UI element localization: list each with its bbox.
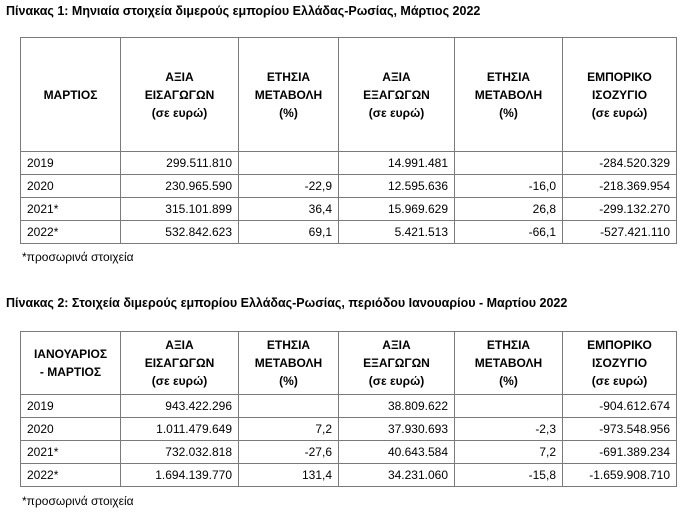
- cell-exports: 15.969.629: [339, 198, 455, 221]
- cell-year: 2021*: [21, 441, 121, 464]
- header-imports: [121, 38, 239, 152]
- cell-balance: -218.369.954: [563, 175, 677, 198]
- header-imports-change: [239, 332, 339, 395]
- header-line: (σε ευρώ): [151, 374, 208, 388]
- table1-header-row: [21, 38, 677, 152]
- table-row: [21, 221, 677, 244]
- cell-exports-change: -66,1: [455, 221, 563, 244]
- header-exports: [339, 38, 455, 152]
- cell-year: 2020: [21, 418, 121, 441]
- table-row: [21, 418, 677, 441]
- header-line: (σε ευρώ): [151, 105, 208, 120]
- header-exports-change: [455, 38, 563, 152]
- cell-balance: -299.132.270: [563, 198, 677, 221]
- header-line: ΕΙΣΑΓΩΓΩΝ: [144, 87, 215, 102]
- header-line: ΕΤΗΣΙΑ: [486, 338, 531, 352]
- table-row: [21, 464, 677, 487]
- cell-imports-change: -27,6: [239, 441, 339, 464]
- header-line: (%): [499, 374, 518, 388]
- header-line: ΕΞΑΓΩΓΩΝ: [363, 87, 430, 102]
- cell-imports: 1.694.139.770: [121, 464, 239, 487]
- header-line: (σε ευρώ): [368, 374, 425, 388]
- cell-imports: 230.965.590: [121, 175, 239, 198]
- header-line: ΙΑΝΟΥΑΡΙΟΣ: [33, 347, 108, 361]
- header-line: ΙΣΟΖΥΓΙΟ: [591, 356, 648, 370]
- cell-imports-change: 36,4: [239, 198, 339, 221]
- table-row: [21, 441, 677, 464]
- cell-exports-change: [455, 395, 563, 418]
- header-exports: [339, 332, 455, 395]
- header-period: [21, 38, 121, 152]
- cell-exports-change: 26,8: [455, 198, 563, 221]
- table2: [20, 331, 677, 487]
- header-line: ΑΞΙΑ: [382, 338, 411, 352]
- header-line: ΜΕΤΑΒΟΛΗ: [474, 87, 543, 102]
- table2-caption: Πίνακας 2: Στοιχεία διμερούς εμπορίου Ελλάδας-Ρωσίας, περιόδου Ιανουαρίου - Μαρτίου 2022: [6, 296, 568, 310]
- header-line: ΕΤΗΣΙΑ: [266, 69, 311, 84]
- header-line: (σε ευρώ): [591, 374, 648, 388]
- header-line: ΙΣΟΖΥΓΙΟ: [591, 87, 648, 102]
- cell-year: 2021*: [21, 198, 121, 221]
- cell-year: 2022*: [21, 221, 121, 244]
- header-line: ΑΞΙΑ: [382, 69, 411, 84]
- cell-exports: 14.991.481: [339, 152, 455, 175]
- cell-balance: -284.520.329: [563, 152, 677, 175]
- header-line: ΕΜΠΟΡΙΚΟ: [587, 338, 652, 352]
- cell-imports: 1.011.479.649: [121, 418, 239, 441]
- header-line: (σε ευρώ): [368, 105, 425, 120]
- cell-exports: 5.421.513: [339, 221, 455, 244]
- cell-exports: 40.643.584: [339, 441, 455, 464]
- table1-note: *προσωρινά στοιχεία: [22, 250, 134, 264]
- cell-exports-change: [455, 152, 563, 175]
- header-balance: [563, 332, 677, 395]
- header-line: ΑΞΙΑ: [165, 69, 194, 84]
- cell-exports: 34.231.060: [339, 464, 455, 487]
- cell-exports-change: 7,2: [455, 441, 563, 464]
- cell-imports-change: [239, 152, 339, 175]
- header-line: (%): [279, 374, 298, 388]
- cell-exports: 37.930.693: [339, 418, 455, 441]
- header-line: ΕΤΗΣΙΑ: [266, 338, 311, 352]
- header-line: (σε ευρώ): [591, 105, 648, 120]
- cell-balance: -904.612.674: [563, 395, 677, 418]
- cell-imports: 315.101.899: [121, 198, 239, 221]
- cell-imports-change: 131,4: [239, 464, 339, 487]
- cell-year: 2020: [21, 175, 121, 198]
- cell-balance: -1.659.908.710: [563, 464, 677, 487]
- header-line: ΜΕΤΑΒΟΛΗ: [254, 356, 323, 370]
- table-row: [21, 152, 677, 175]
- header-line: ΜΑΡΤΙΟΣ: [43, 87, 98, 102]
- cell-year: 2019: [21, 395, 121, 418]
- header-line: (%): [499, 105, 518, 120]
- table1-caption: Πίνακας 1: Μηνιαία στοιχεία διμερούς εμπορίου Ελλάδας-Ρωσίας, Μάρτιος 2022: [6, 4, 481, 18]
- header-line: ΕΜΠΟΡΙΚΟ: [587, 69, 652, 84]
- cell-balance: -691.389.234: [563, 441, 677, 464]
- header-line: ΜΕΤΑΒΟΛΗ: [254, 87, 323, 102]
- header-balance: [563, 38, 677, 152]
- header-imports: [121, 332, 239, 395]
- table-row: [21, 198, 677, 221]
- cell-imports: 532.842.623: [121, 221, 239, 244]
- cell-imports: 732.032.818: [121, 441, 239, 464]
- header-period: [21, 332, 121, 395]
- header-imports-change: [239, 38, 339, 152]
- cell-exports-change: -16,0: [455, 175, 563, 198]
- cell-exports-change: -2,3: [455, 418, 563, 441]
- header-exports-change: [455, 332, 563, 395]
- cell-imports: 943.422.296: [121, 395, 239, 418]
- cell-year: 2022*: [21, 464, 121, 487]
- table2-header-row: [21, 332, 677, 395]
- header-line: - ΜΑΡΤΙΟΣ: [39, 365, 102, 379]
- cell-balance: -527.421.110: [563, 221, 677, 244]
- cell-year: 2019: [21, 152, 121, 175]
- cell-imports-change: 7,2: [239, 418, 339, 441]
- cell-exports: 38.809.622: [339, 395, 455, 418]
- table-row: [21, 175, 677, 198]
- cell-imports-change: 69,1: [239, 221, 339, 244]
- header-line: ΑΞΙΑ: [165, 338, 194, 352]
- cell-imports-change: [239, 395, 339, 418]
- cell-exports-change: -15,8: [455, 464, 563, 487]
- header-line: ΕΙΣΑΓΩΓΩΝ: [144, 356, 215, 370]
- table1: [20, 37, 677, 244]
- table-row: [21, 395, 677, 418]
- header-line: ΕΤΗΣΙΑ: [486, 69, 531, 84]
- cell-balance: -973.548.956: [563, 418, 677, 441]
- cell-imports-change: -22,9: [239, 175, 339, 198]
- cell-imports: 299.511.810: [121, 152, 239, 175]
- cell-exports: 12.595.636: [339, 175, 455, 198]
- header-line: ΜΕΤΑΒΟΛΗ: [474, 356, 543, 370]
- header-line: (%): [279, 105, 298, 120]
- table2-note: *προσωρινά στοιχεία: [22, 494, 134, 508]
- header-line: ΕΞΑΓΩΓΩΝ: [363, 356, 430, 370]
